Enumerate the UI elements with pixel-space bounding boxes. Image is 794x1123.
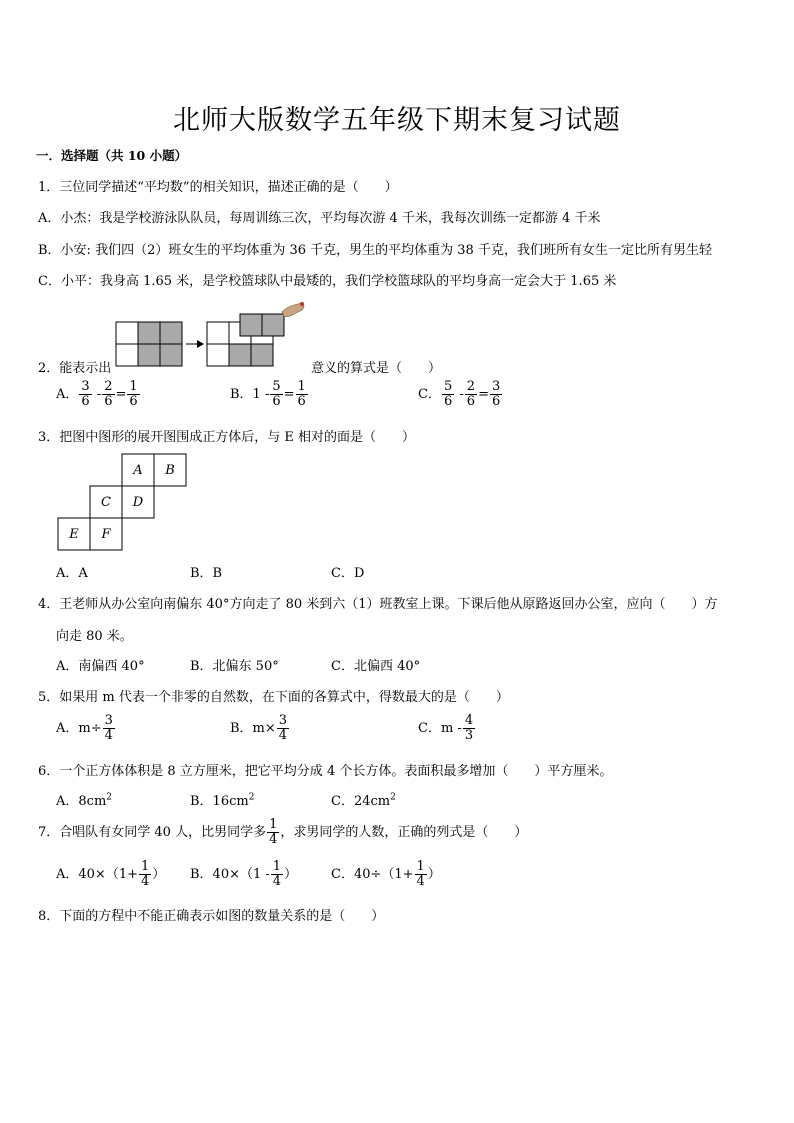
page-title: 北师大版数学五年级下期末复习试题	[173, 105, 621, 136]
q4-option-c: C．北偏西 40°	[331, 659, 421, 674]
q7-option-a: A．40×（1+ $\frac{1}{4}$ ）	[56, 859, 166, 889]
q8-stem: 8．下面的方程中不能正确表示如图的数量关系的是（ ）	[38, 909, 385, 924]
q1-option-c: C．小平：我身高 1.65 米，是学校篮球队中最矮的，我们学校篮球队的平均身高一定会大于 1.65 米	[38, 274, 617, 289]
q5-option-a: A．m÷ $\frac{3}{4}$	[56, 713, 113, 743]
q4-option-b: B．北偏东 50°	[190, 659, 279, 674]
q3-cube-net	[56, 452, 188, 552]
q1-option-a: A．小杰：我是学校游泳队队员，每周训练三次，平均每次游 4 千米，我每次训练一定都游 4 千米	[38, 211, 601, 226]
net-face-c: C	[101, 495, 111, 510]
section-heading: 一．选择题（共 10 小题）	[36, 148, 188, 163]
q4-stem-line2: 向走 80 米。	[56, 629, 133, 644]
q7-option-b: B．40×（1 - $\frac{1}{4}$ ）	[190, 859, 298, 889]
q4-stem-line1: 4．王老师从办公室向南偏东 40°方向走了 80 米到六（1）班教室上课。下课后他从原路返回办公室，应向（ ）方	[38, 597, 718, 612]
q2-stem-prefix: 2．能表示出	[38, 361, 112, 376]
q3-stem: 3．把图中图形的展开图围成正方体后，与 E 相对的面是（ ）	[38, 430, 416, 445]
net-face-e: E	[69, 527, 79, 542]
q2-grid-figure	[112, 300, 312, 372]
q6-stem: 6．一个正方体体积是 8 立方厘米，把它平均分成 4 个长方体。表面积最多增加（ ）平方厘米。	[38, 764, 613, 779]
q6-option-b: B．$16cm^2$	[190, 792, 255, 809]
q2-stem-suffix: 意义的算式是（ ）	[311, 361, 442, 376]
q5-option-b: B．m× $\frac{3}{4}$	[230, 713, 288, 743]
q2-option-a: A． $\frac{3}{6}$ - $\frac{2}{6}$ = $\frac{1}{6}$	[56, 379, 138, 409]
q1-option-b: B．小安: 我们四（2）班女生的平均体重为 36 千克，男生的平均体重为 38 千克，我们班所有女生一定比所有男生轻	[38, 243, 712, 258]
q6-option-a: A．$8cm^2$	[56, 792, 113, 809]
q3-option-b: B．B	[190, 566, 223, 581]
q2-option-c: C． $\frac{5}{6}$ - $\frac{2}{6}$ = $\frac{3}{6}$	[418, 379, 501, 409]
q1-stem: 1．三位同学描述“平均数”的相关知识，描述正确的是（ ）	[38, 180, 398, 195]
q2-option-b: B．1 - $\frac{5}{6}$ = $\frac{1}{6}$	[230, 379, 306, 409]
q6-option-c: C．$24cm^2$	[331, 792, 396, 809]
q7-stem: 7．合唱队有女同学 40 人，比男同学多 $\frac{1}{4}$ ，求男同学的人数，正确的列式是（ ）	[38, 817, 528, 847]
net-face-d: D	[132, 495, 144, 510]
q3-option-a: A．A	[56, 566, 88, 581]
q7-option-c: C．40÷（1+ $\frac{1}{4}$ ）	[331, 859, 441, 889]
q5-stem: 5．如果用 m 代表一个非零的自然数，在下面的各算式中，得数最大的是（ ）	[38, 690, 509, 705]
q4-option-a: A．南偏西 40°	[56, 659, 145, 674]
q5-option-c: C．m - $\frac{4}{3}$	[418, 713, 474, 743]
q3-option-c: C．D	[331, 566, 365, 581]
net-face-f: F	[101, 527, 111, 542]
net-face-b: B	[165, 463, 175, 478]
net-face-a: A	[133, 463, 143, 478]
